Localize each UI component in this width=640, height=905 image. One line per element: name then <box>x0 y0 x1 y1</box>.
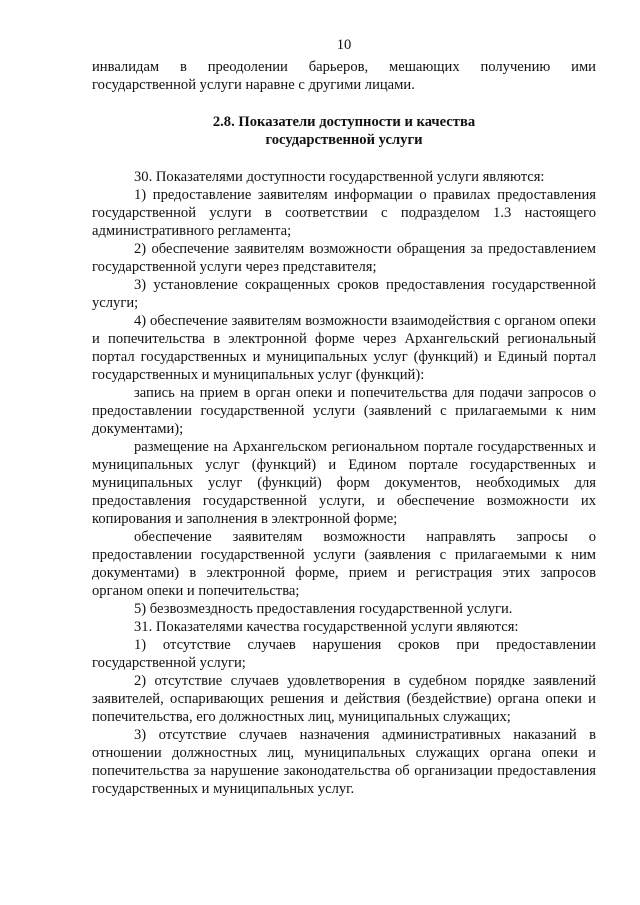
paragraph-31-item-2: 2) отсутствие случаев удовлетворения в судебном порядке заявлений заявителей, оспаривающих решения и действия (бездействие) органа опеки и попечительства, его должностных лиц, муниципальных служащих; <box>92 673 596 725</box>
paragraph-30-item-1: 1) предоставление заявителям информации о правилах предоставления государственной услуги в соответствии с подразделом 1.3 настоящего административного регламента; <box>92 187 596 239</box>
paragraph-30-item-4-sub-3: обеспечение заявителям возможности направлять запросы о предоставлении государственной услуги (заявления с прилагаемыми к ним документами) в электронной форме, прием и регистрация этих запросов органом опеки и попечительства; <box>92 529 596 599</box>
document-page <box>92 36 596 798</box>
paragraph-31-intro: 31. Показателями качества государственной услуги являются: <box>134 619 519 635</box>
paragraph-30-item-3: 3) установление сокращенных сроков предоставления государственной услуги; <box>92 277 596 311</box>
paragraph-30-intro: 30. Показателями доступности государственной услуги являются: <box>134 169 545 185</box>
paragraph-31-item-3: 3) отсутствие случаев назначения административных наказаний в отношении должностных лиц, муниципальных служащих органа опеки и попечительства за нарушение законодательства об организации предоставления государственных и муниципальных услуг. <box>92 727 596 797</box>
paragraph-30-item-5: 5) безвозмездность предоставления государственной услуги. <box>134 601 513 617</box>
paragraph-30-item-4-sub-2: размещение на Архангельском региональном портале государственных и муниципальных услуг (функций) и Едином портале государственных и муниципальных услуг (функций) форм документов, необходимых для предоставления государственной услуги, и обеспечение возможности их копирования и заполнения в электронной форме; <box>92 439 596 527</box>
section-heading <box>92 113 596 149</box>
section-heading-line-2: государственной услуги <box>265 132 423 148</box>
paragraph-31-item-1: 1) отсутствие случаев нарушения сроков при предоставлении государственной услуги; <box>92 637 596 671</box>
intro-paragraph: инвалидам в преодолении барьеров, мешающих получению ими государственной услуги наравне с другими лицами. <box>92 59 596 93</box>
paragraph-30-item-4-sub-1: запись на прием в орган опеки и попечительства для подачи запросов о предоставлении государственной услуги (заявлений с прилагаемыми к ним документами); <box>92 385 596 437</box>
page-number: 10 <box>336 37 352 53</box>
paragraph-30-item-4: 4) обеспечение заявителям возможности взаимодействия с органом опеки и попечительства в электронной форме через Архангельский региональный портал государственных и муниципальных услуг (функций) и Единый портал государственных и муниципальных услуг (функций): <box>92 313 596 383</box>
paragraph-30-item-2: 2) обеспечение заявителям возможности обращения за предоставлением государственной услуги через представителя; <box>92 241 596 275</box>
section-heading-line-1: 2.8. Показатели доступности и качества <box>212 114 476 130</box>
